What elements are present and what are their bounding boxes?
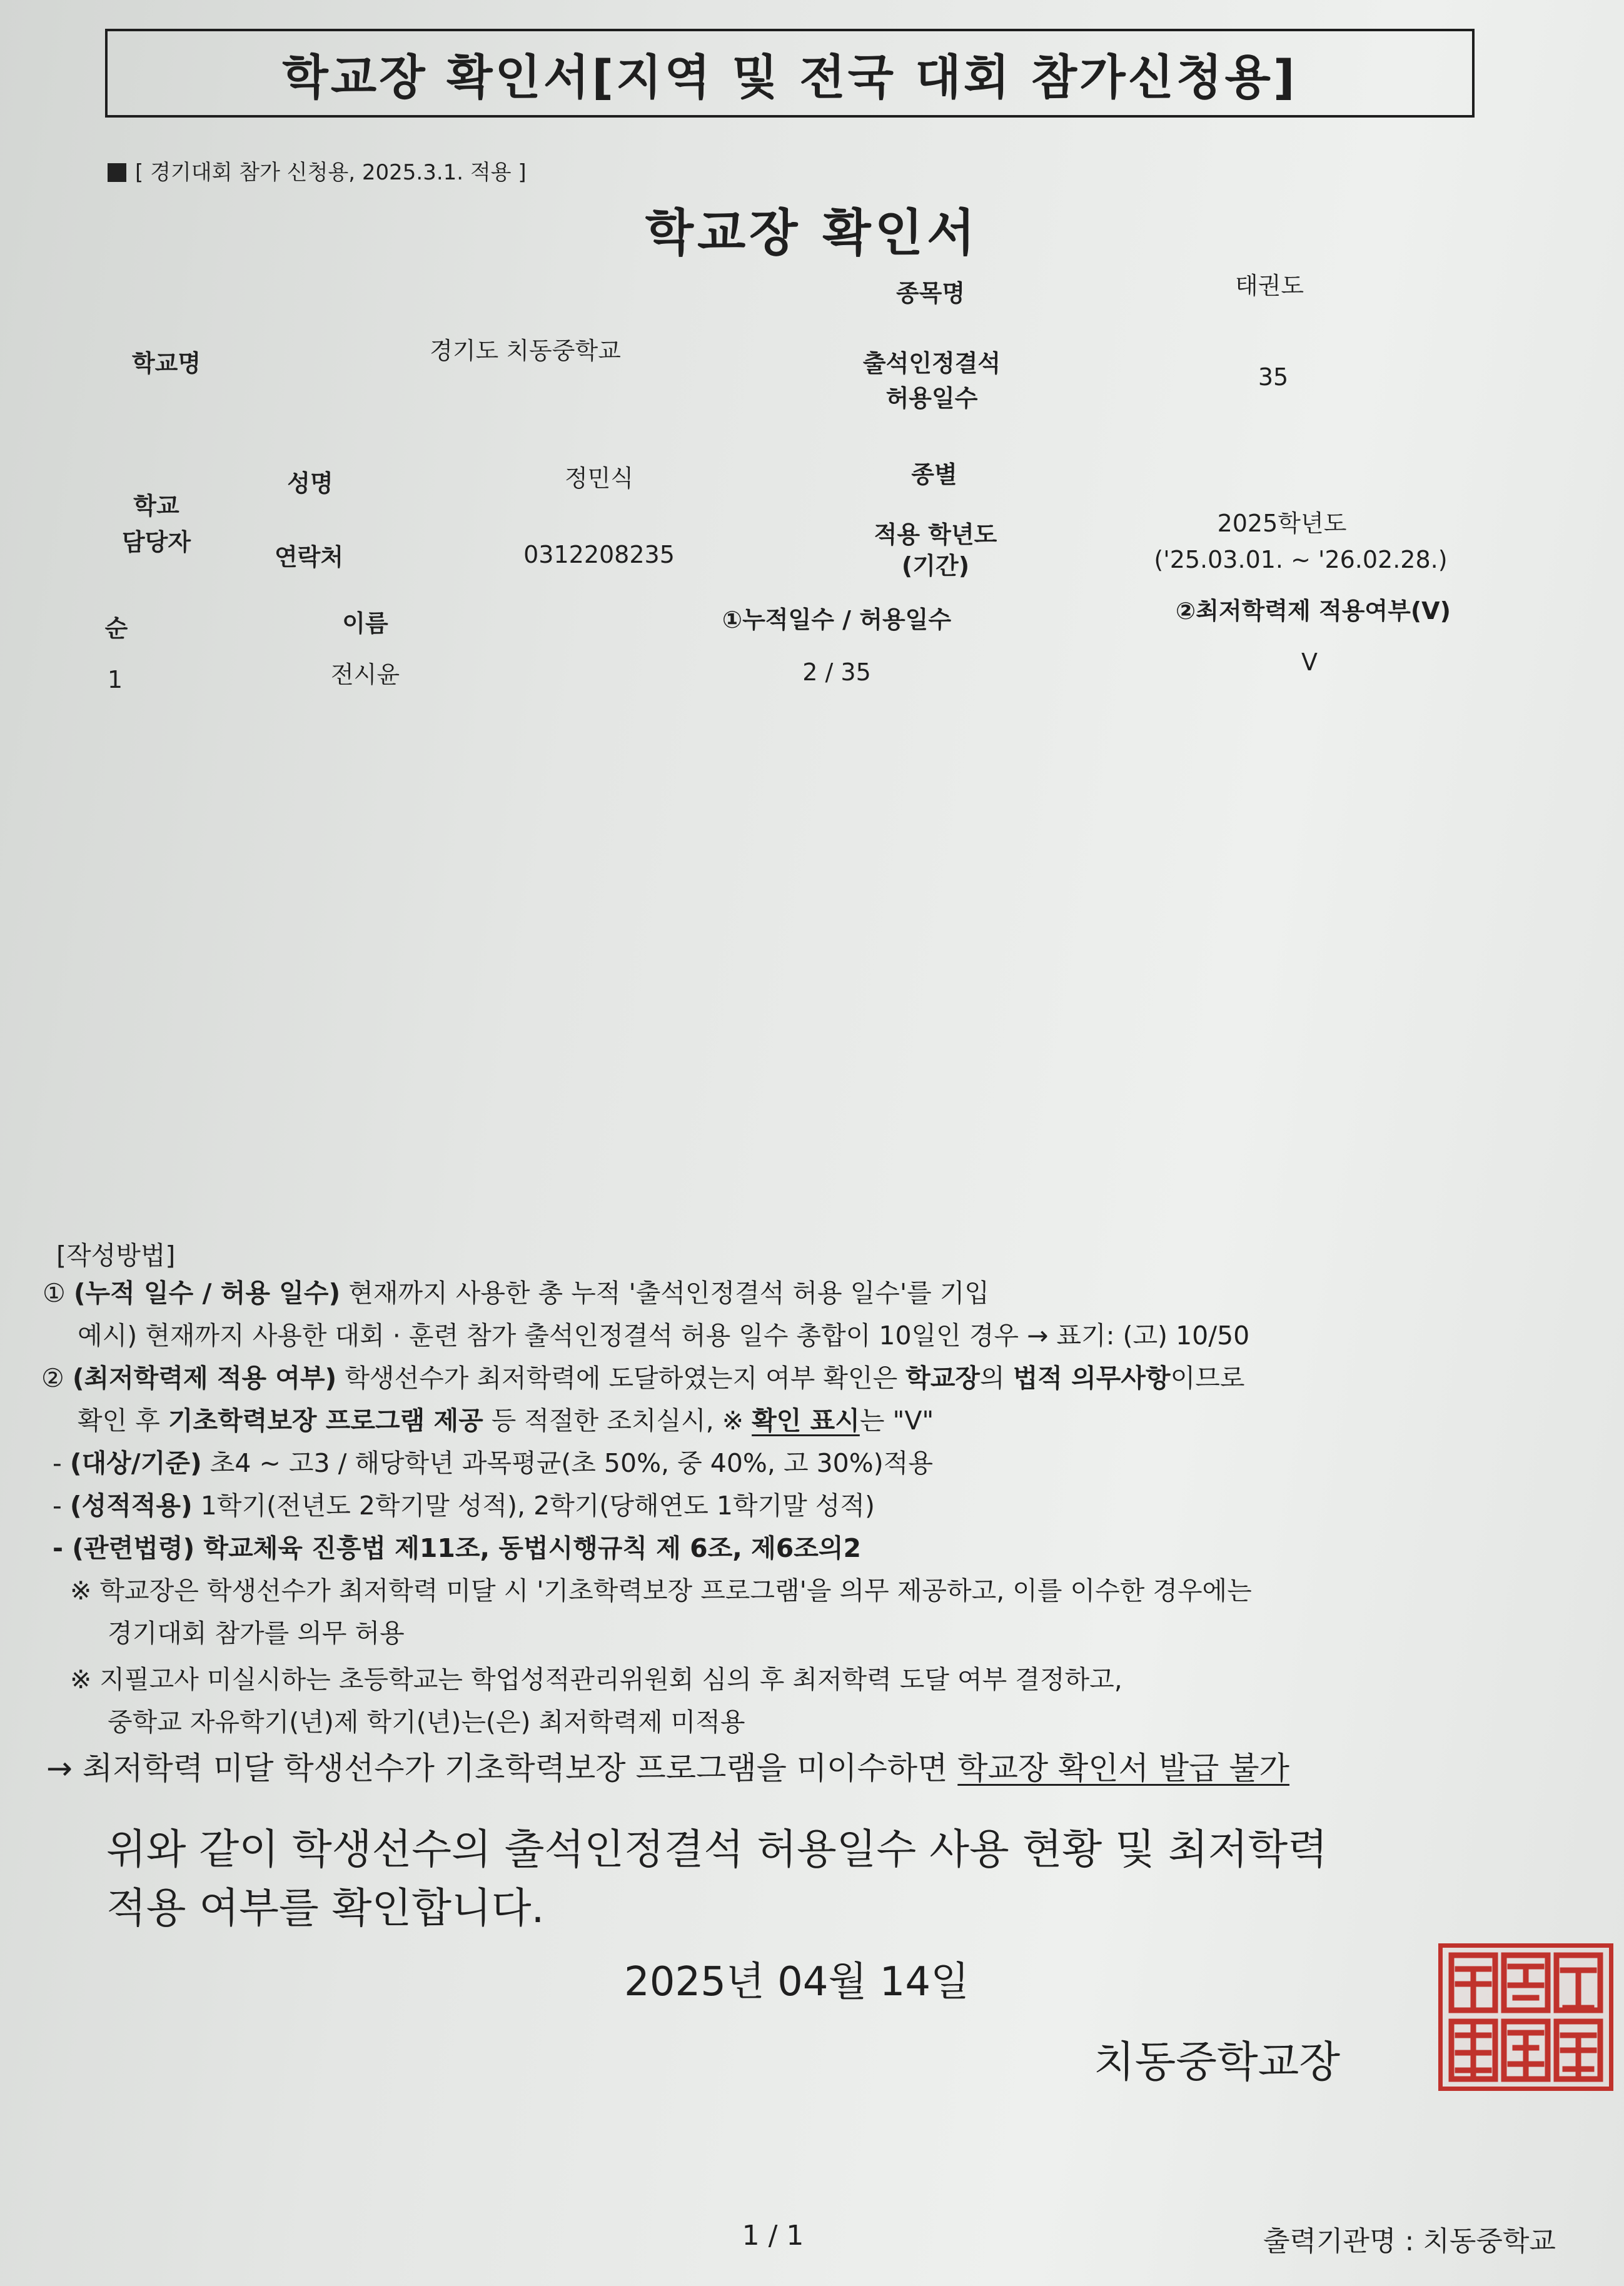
instruction-4-program: 기초학력보장 프로그램 제공: [168, 1406, 483, 1436]
name-label: 성명: [287, 470, 333, 497]
circled-two: ②: [41, 1363, 64, 1393]
contact-value: 0312208235: [523, 541, 675, 568]
instruction-line-10: [70, 1658, 1122, 1701]
instruction-line-4: [78, 1399, 934, 1442]
row-days: 2 / 35: [802, 658, 871, 686]
instruction-1-term: (누적 일수 / 허용 일수): [73, 1278, 341, 1308]
dash-6: -: [53, 1491, 70, 1521]
col-header-min-academic: ②최저학력제 적용여부(V): [1176, 597, 1451, 625]
school-label: 학교명: [131, 350, 201, 377]
school-year-label-1: 적용 학년도: [874, 521, 997, 548]
page-number: 1 / 1: [742, 2220, 804, 2252]
row-no: 1: [107, 666, 123, 693]
instruction-line-7: [53, 1527, 861, 1569]
event-label: 종목명: [895, 279, 966, 307]
col-header-no: 순: [104, 615, 128, 642]
instruction-5-text: 초4 ~ 고3 / 해당학년 과목평균(초 50%, 중 40%, 고 30%)적용: [201, 1448, 933, 1478]
instruction-12-warning: 학교장 확인서 발급 불가: [957, 1750, 1289, 1786]
confirmation-line-2: 적용 여부를 확인합니다.: [106, 1884, 545, 1932]
application-note: [108, 155, 527, 186]
reference-mark-10: ※: [70, 1664, 100, 1694]
instruction-3-term: (최저학력제 적용 여부): [72, 1363, 337, 1393]
instruction-4-text: 확인 후: [78, 1406, 168, 1436]
row-applied: V: [1301, 648, 1318, 676]
instruction-3-duty: 법적 의무사항: [1012, 1363, 1171, 1393]
instruction-3-text2: 의: [980, 1363, 1013, 1393]
instruction-3-principal: 학교장: [905, 1363, 981, 1393]
instruction-5-term: (대상/기준): [69, 1448, 202, 1478]
instruction-line-12: [46, 1747, 1289, 1790]
issuer-label: 출력기관명 : 치동중학교: [1263, 2225, 1556, 2257]
seal-glyph-icon: [1443, 1948, 1609, 2087]
type-label: 종별: [911, 461, 957, 488]
row-name: 전시윤: [330, 661, 400, 688]
col-header-days: ①누적일수 / 허용일수: [722, 606, 952, 633]
instruction-6-term: (성적적용): [69, 1491, 193, 1521]
dash-5: -: [53, 1448, 70, 1478]
instruction-line-9: 경기대회 참가를 의무 허용: [108, 1618, 405, 1648]
signer-name: 치동중학교장: [1093, 2038, 1341, 2087]
school-value: 경기도 치동중학교: [430, 337, 621, 365]
instruction-10-text: 지필고사 미실시하는 초등학교는 학업성적관리위원회 심의 후 최저학력 도달 여부 결정하고,: [99, 1664, 1122, 1694]
instruction-line-8: [70, 1569, 1252, 1612]
instruction-4-text3: 는 "V": [859, 1406, 934, 1436]
confirmation-date: 2025년 04월 14일: [624, 1959, 969, 2005]
instruction-line-6: [53, 1484, 875, 1527]
manager-label-1: 학교: [133, 492, 179, 520]
instruction-1-text: 현재까지 사용한 총 누적 '출석인정결석 허용 일수'를 기입: [340, 1278, 989, 1308]
school-year-label-2: (기간): [901, 552, 970, 580]
allowed-days-value: 35: [1258, 363, 1289, 391]
instruction-12-text: 최저학력 미달 학생선수가 기초학력보장 프로그램을 미이수하면: [82, 1750, 958, 1786]
arrow-icon: →: [46, 1750, 83, 1786]
confirmation-line-1: 위와 같이 학생선수의 출석인정결석 허용일수 사용 현황 및 최저학력: [106, 1825, 1328, 1873]
document-title: 학교장 확인서: [645, 204, 979, 262]
instruction-7-text: 학교체육 진흥법 제11조, 동법시행규칙 제 6조, 제6조의2: [194, 1533, 862, 1563]
instruction-8-text: 학교장은 학생선수가 최저학력 미달 시 '기초학력보장 프로그램'을 의무 제공하고, 이를 이수한 경우에는: [99, 1576, 1252, 1606]
instruction-line-2: 예시) 현재까지 사용한 대회 · 훈련 참가 출석인정결석 허용 일수 총합이 10일인 경우 → 표기: (고) 10/50: [78, 1321, 1250, 1351]
banner-title: 학교장 확인서[지역 및 전국 대회 참가신청용]: [105, 29, 1475, 118]
instruction-line-11: 중학교 자유학기(년)제 학기(년)는(은) 최저학력제 미적용: [108, 1707, 745, 1737]
instruction-3-text: 학생선수가 최저학력에 도달하였는지 여부 확인은: [336, 1363, 906, 1393]
dash-7: -: [53, 1533, 73, 1563]
instruction-6-text: 1학기(전년도 2학기말 성적), 2학기(당해연도 1학기말 성적): [192, 1491, 875, 1521]
reference-mark-8: ※: [70, 1576, 100, 1606]
square-bullet-icon: [108, 163, 126, 182]
instruction-4-mark: 확인 표시: [752, 1406, 860, 1436]
allowed-days-label-2: 허용일수: [885, 385, 978, 412]
instruction-7-term: (관련법령): [72, 1533, 195, 1563]
school-year-value-1: 2025학년도: [1217, 510, 1347, 537]
instruction-line-1: [43, 1272, 989, 1314]
allowed-days-label-1: 출석인정결석: [862, 350, 1001, 377]
instructions-heading: [작성방법]: [56, 1241, 176, 1271]
circled-one: ①: [43, 1278, 66, 1308]
instruction-line-3: [41, 1357, 1244, 1399]
event-value: 태권도: [1234, 272, 1304, 300]
name-value: 정민식: [564, 465, 634, 492]
school-year-value-2: ('25.03.01. ~ '26.02.28.): [1154, 546, 1448, 573]
instruction-line-5: [53, 1442, 933, 1484]
contact-label: 연락처: [274, 543, 344, 571]
col-header-name: 이름: [342, 610, 388, 637]
application-note-text: [ 경기대회 참가 신청용, 2025.3.1. 적용 ]: [135, 160, 527, 185]
instruction-3-text3: 이므로: [1170, 1363, 1245, 1393]
manager-label-2: 담당자: [121, 528, 191, 556]
principal-seal: [1438, 1943, 1613, 2091]
instruction-4-text2: 등 적절한 조치실시, ※: [483, 1406, 752, 1436]
